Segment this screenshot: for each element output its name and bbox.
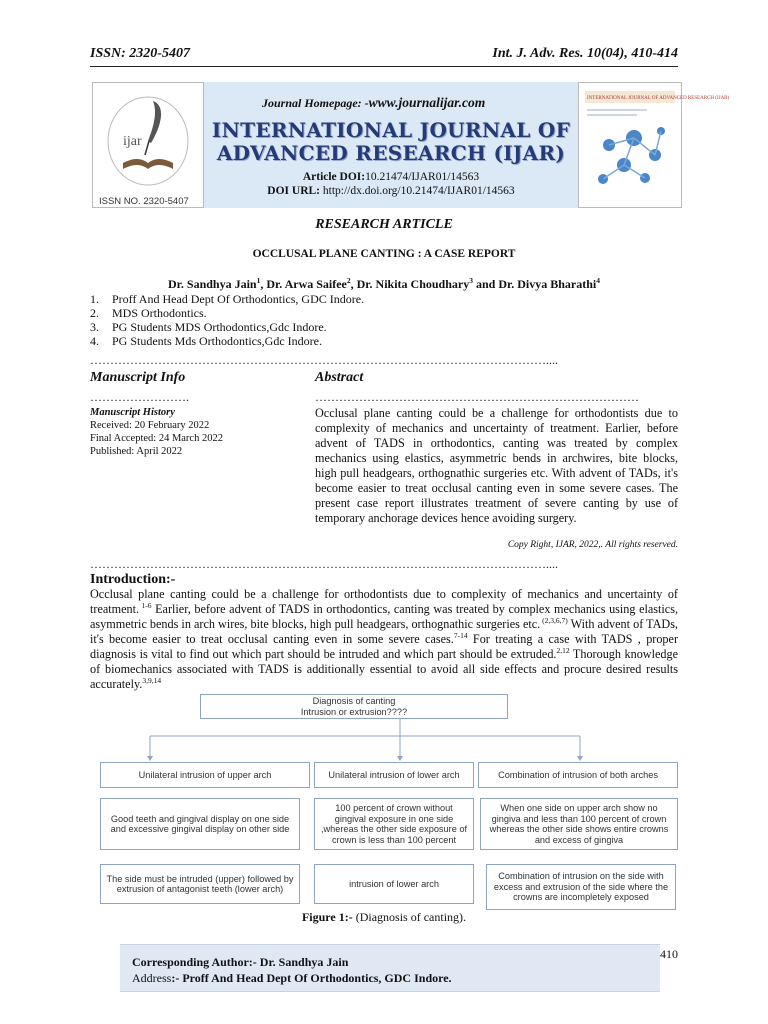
flowchart-column-1-description: Good teeth and gingival display on one side and excessive gingival display on other side: [100, 798, 300, 850]
flowchart-column-2-description: 100 percent of crown without gingival exposure in one side ,whereas the other side exposure of crown is less than 100 percent: [314, 798, 474, 850]
logo-text: ijar: [123, 134, 142, 149]
issn-header: ISSN: 2320-5407: [90, 46, 190, 61]
author-name: Dr. Arwa Saifee: [266, 277, 347, 291]
manuscript-history: Manuscript History Received: 20 February 2022 Final Accepted: 24 March 2022 Published: April 2022: [90, 407, 223, 457]
figure-diagnosis-flowchart: [90, 690, 680, 912]
affiliation-item: 1. Proff And Head Dept Of Orthodontics, GDC Indore.: [90, 292, 365, 306]
journal-logo: [92, 82, 204, 208]
flowchart-column-3-description: When one side on upper arch show no gingiva and less than 100 percent of crown whereas the other side shows entire crowns and excess of gingiva: [480, 798, 678, 850]
journal-cover-image: [578, 82, 730, 208]
article-type: RESEARCH ARTICLE: [315, 217, 453, 232]
copyright-notice: Copy Right, IJAR, 2022,. All rights reserved.: [507, 540, 678, 550]
flowchart-root-node: Diagnosis of canting Intrusion or extrusion????: [200, 694, 508, 719]
journal-banner: [92, 82, 730, 208]
flowchart-column-1-action: The side must be intruded (upper) followed by extrusion of antagonist teeth (lower arch): [100, 864, 300, 904]
feather-book-icon: [93, 83, 203, 207]
separator-dots: ……………………………………………………………………………………………………....: [90, 353, 558, 367]
manuscript-info-heading: Manuscript Info: [90, 370, 186, 385]
affiliation-item: 3. PG Students MDS Orthodontics,Gdc Indore.: [90, 320, 327, 334]
abstract-heading: Abstract: [315, 370, 364, 385]
flowchart-column-2-action: intrusion of lower arch: [314, 864, 474, 904]
author-name: Dr. Divya Bharathi: [498, 277, 597, 291]
cover-title: INTERNATIONAL JOURNAL OF ADVANCED RESEARCH (IJAR): [587, 96, 730, 101]
doi-url-link[interactable]: http://dx.doi.org/10.21474/IJAR01/14563: [320, 185, 515, 197]
introduction-text: Occlusal plane canting could be a challenge for orthodontists due to complexity of mechanics and uncertainty of treatment. $^{1-6}$ Earlier, before advent of TADS in orthodontics, canting was treated by complex mechanics using elastics, asymmetric bends in arch wires, bite blocks, high pull headgears, orthognathic surgeries etc. $^{(2,3,6,7)}$ With advent of TADs, it's become easier to treat occlusal canting even in some severe cases.$^{7-14}$ For treating a case with TADS , proper diagnosis is vital to find out which part should be intruded and which part should be extruded.$^{2,12}$ Thorough knowledge of biomechanics associated with TADS is additionally essential to avoid all side effects and procure desired results accurately.$^{3,9,14}$: [90, 587, 678, 691]
journal-title: INTERNATIONAL JOURNAL OF ADVANCED RESEARCH (IJAR): [211, 118, 571, 165]
flowchart-column-2-heading: Unilateral intrusion of lower arch: [314, 762, 474, 788]
author-list: Dr. Sandhya Jain$^1$, Dr. Arwa Saifee$^2$, Dr. Nikita Choudhary$^3$ and Dr. Divya Bharathi$^4$: [168, 276, 600, 291]
author-name: Dr. Sandhya Jain: [168, 277, 257, 291]
affiliation-list: [90, 292, 678, 348]
flowchart-column-3-action: Combination of intrusion on the side with excess and extrusion of the side where the crowns are incompletely exposed: [486, 864, 676, 910]
affiliation-item: 4. PG Students Mds Orthodontics,Gdc Indore.: [90, 334, 322, 348]
published-date: Published: April 2022: [90, 446, 183, 457]
page-number: 410: [660, 947, 678, 961]
doi-block: Article DOI:10.21474/IJAR01/14563 DOI URL: http://dx.doi.org/10.21474/IJAR01/14563: [267, 171, 515, 197]
figure-caption: Figure 1:- (Diagnosis of canting).: [301, 910, 467, 924]
received-date: Received: 20 February 2022: [90, 420, 210, 431]
article-title: OCCLUSAL PLANE CANTING : A CASE REPORT: [252, 248, 516, 260]
logo-issn: ISSN NO. 2320-5407: [99, 196, 189, 207]
accepted-date: Final Accepted: 24 March 2022: [90, 433, 223, 444]
header-rule: [90, 66, 678, 67]
manuscript-dots: …………………….: [90, 390, 189, 404]
flowchart-column-1-heading: Unilateral intrusion of upper arch: [100, 762, 310, 788]
homepage-line: Journal Homepage: -www.journalijar.com: [262, 95, 486, 110]
affiliation-item: 2. MDS Orthodontics.: [90, 306, 207, 320]
abstract-text: Occlusal plane canting could be a challenge for orthodontists due to complexity of mechanics and uncertainty of treatment. Earlier, before advent of TADS in orthodontics, canting was treated by complex mechanics using elastics, asymmetric bends in archwires, bite blocks, high pull headgears, orthognathic surgeries etc. With advent of TADs, it's become easier to treat occlusal canting even in some severe cases. The present case report illustrates treatment of severe canting by use of temporary anchorage devices hence avoiding surgery.: [315, 406, 678, 525]
flowchart-column-3-heading: Combination of intrusion of both arches: [478, 762, 678, 788]
corresponding-author: Corresponding Author:- Dr. Sandhya Jain: [132, 955, 349, 969]
article-doi: 10.21474/IJAR01/14563: [365, 171, 480, 183]
citation-header: Int. J. Adv. Res. 10(04), 410-414: [492, 46, 678, 61]
molecule-cover-icon: [579, 83, 730, 207]
author-name: Dr. Nikita Choudhary: [356, 277, 470, 291]
introduction-heading: Introduction:-: [90, 572, 176, 587]
separator-dots: ……………………………………………………………………………………………………....: [90, 557, 558, 571]
abstract-dots: ………………………………………………………………………: [315, 390, 639, 404]
author-address: Address:- Proff And Head Dept Of Orthodontics, GDC Indore.: [132, 971, 452, 985]
homepage-link[interactable]: www.journalijar.com: [368, 95, 486, 110]
corresponding-author-box: [120, 944, 660, 992]
